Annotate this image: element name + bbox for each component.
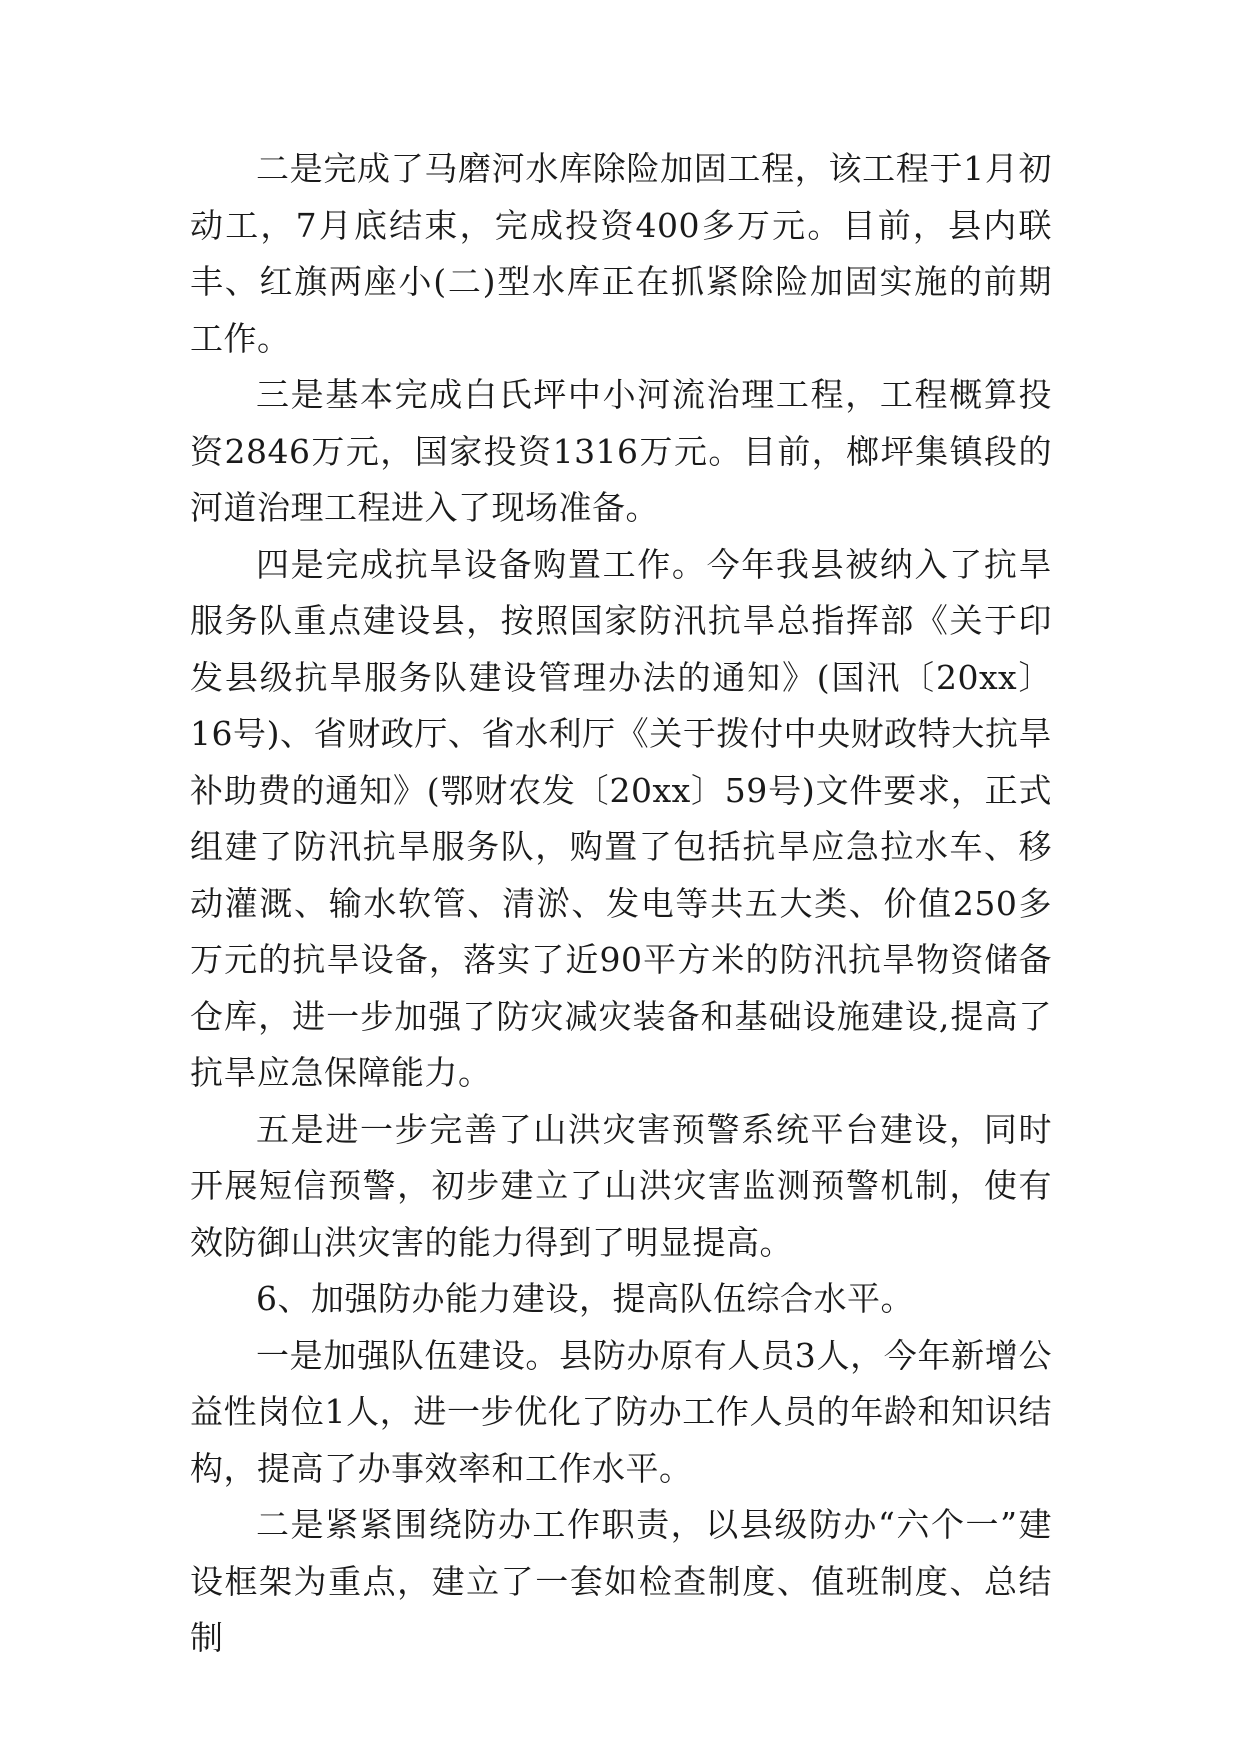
paragraph-flood-warning-system: 五是进一步完善了山洪灾害预警系统平台建设，同时开展短信预警，初步建立了山洪灾害监测预警机制，使有效防御山洪灾害的能力得到了明显提高。 — [190, 1109, 1052, 1262]
paragraph-office-duties: 二是紧紧围绕防办工作职责，以县级防办“六个一”建设框架为重点，建立了一套如检查制度、值班制度、总结制 — [190, 1505, 1052, 1657]
document-page — [190, 141, 1052, 1667]
paragraph-reservoir-reinforcement: 二是完成了马磨河水库除险加固工程，该工程于1月初动工，7月底结束，完成投资400多万元。目前，县内联丰、红旗两座小(二)型水库正在抓紧除险加固实施的前期工作。 — [190, 149, 1052, 358]
paragraph-river-governance: 三是基本完成白氏坪中小河流治理工程，工程概算投资2846万元，国家投资1316万元。目前，榔坪集镇段的河道治理工程进入了现场准备。 — [190, 375, 1052, 527]
paragraph-team-building: 一是加强队伍建设。县防办原有人员3人，今年新增公益性岗位1人，进一步优化了防办工作人员的年龄和知识结构，提高了办事效率和工作水平。 — [190, 1335, 1052, 1488]
section-heading-capacity-building: 6、加强防办能力建设，提高队伍综合水平。 — [256, 1279, 914, 1318]
paragraph-drought-equipment: 四是完成抗旱设备购置工作。今年我县被纳入了抗旱服务队重点建设县，按照国家防汛抗旱总指挥部《关于印发县级抗旱服务队建设管理办法的通知》(国汛〔20xx〕16号)、省财政厅、省水利厅《关于拨付中央财政特大抗旱补助费的通知》(鄂财农发〔20xx〕59号)文件要求，正式组建了防汛抗旱服务队，购置了包括抗旱应急拉水车、移动灌溉、输水软管、清淤、发电等共五大类、价值250多万元的抗旱设备，落实了近90平方米的防汛抗旱物资储备仓库，进一步加强了防灾减灾装备和基础设施建设,提高了抗旱应急保障能力。 — [190, 544, 1052, 1092]
